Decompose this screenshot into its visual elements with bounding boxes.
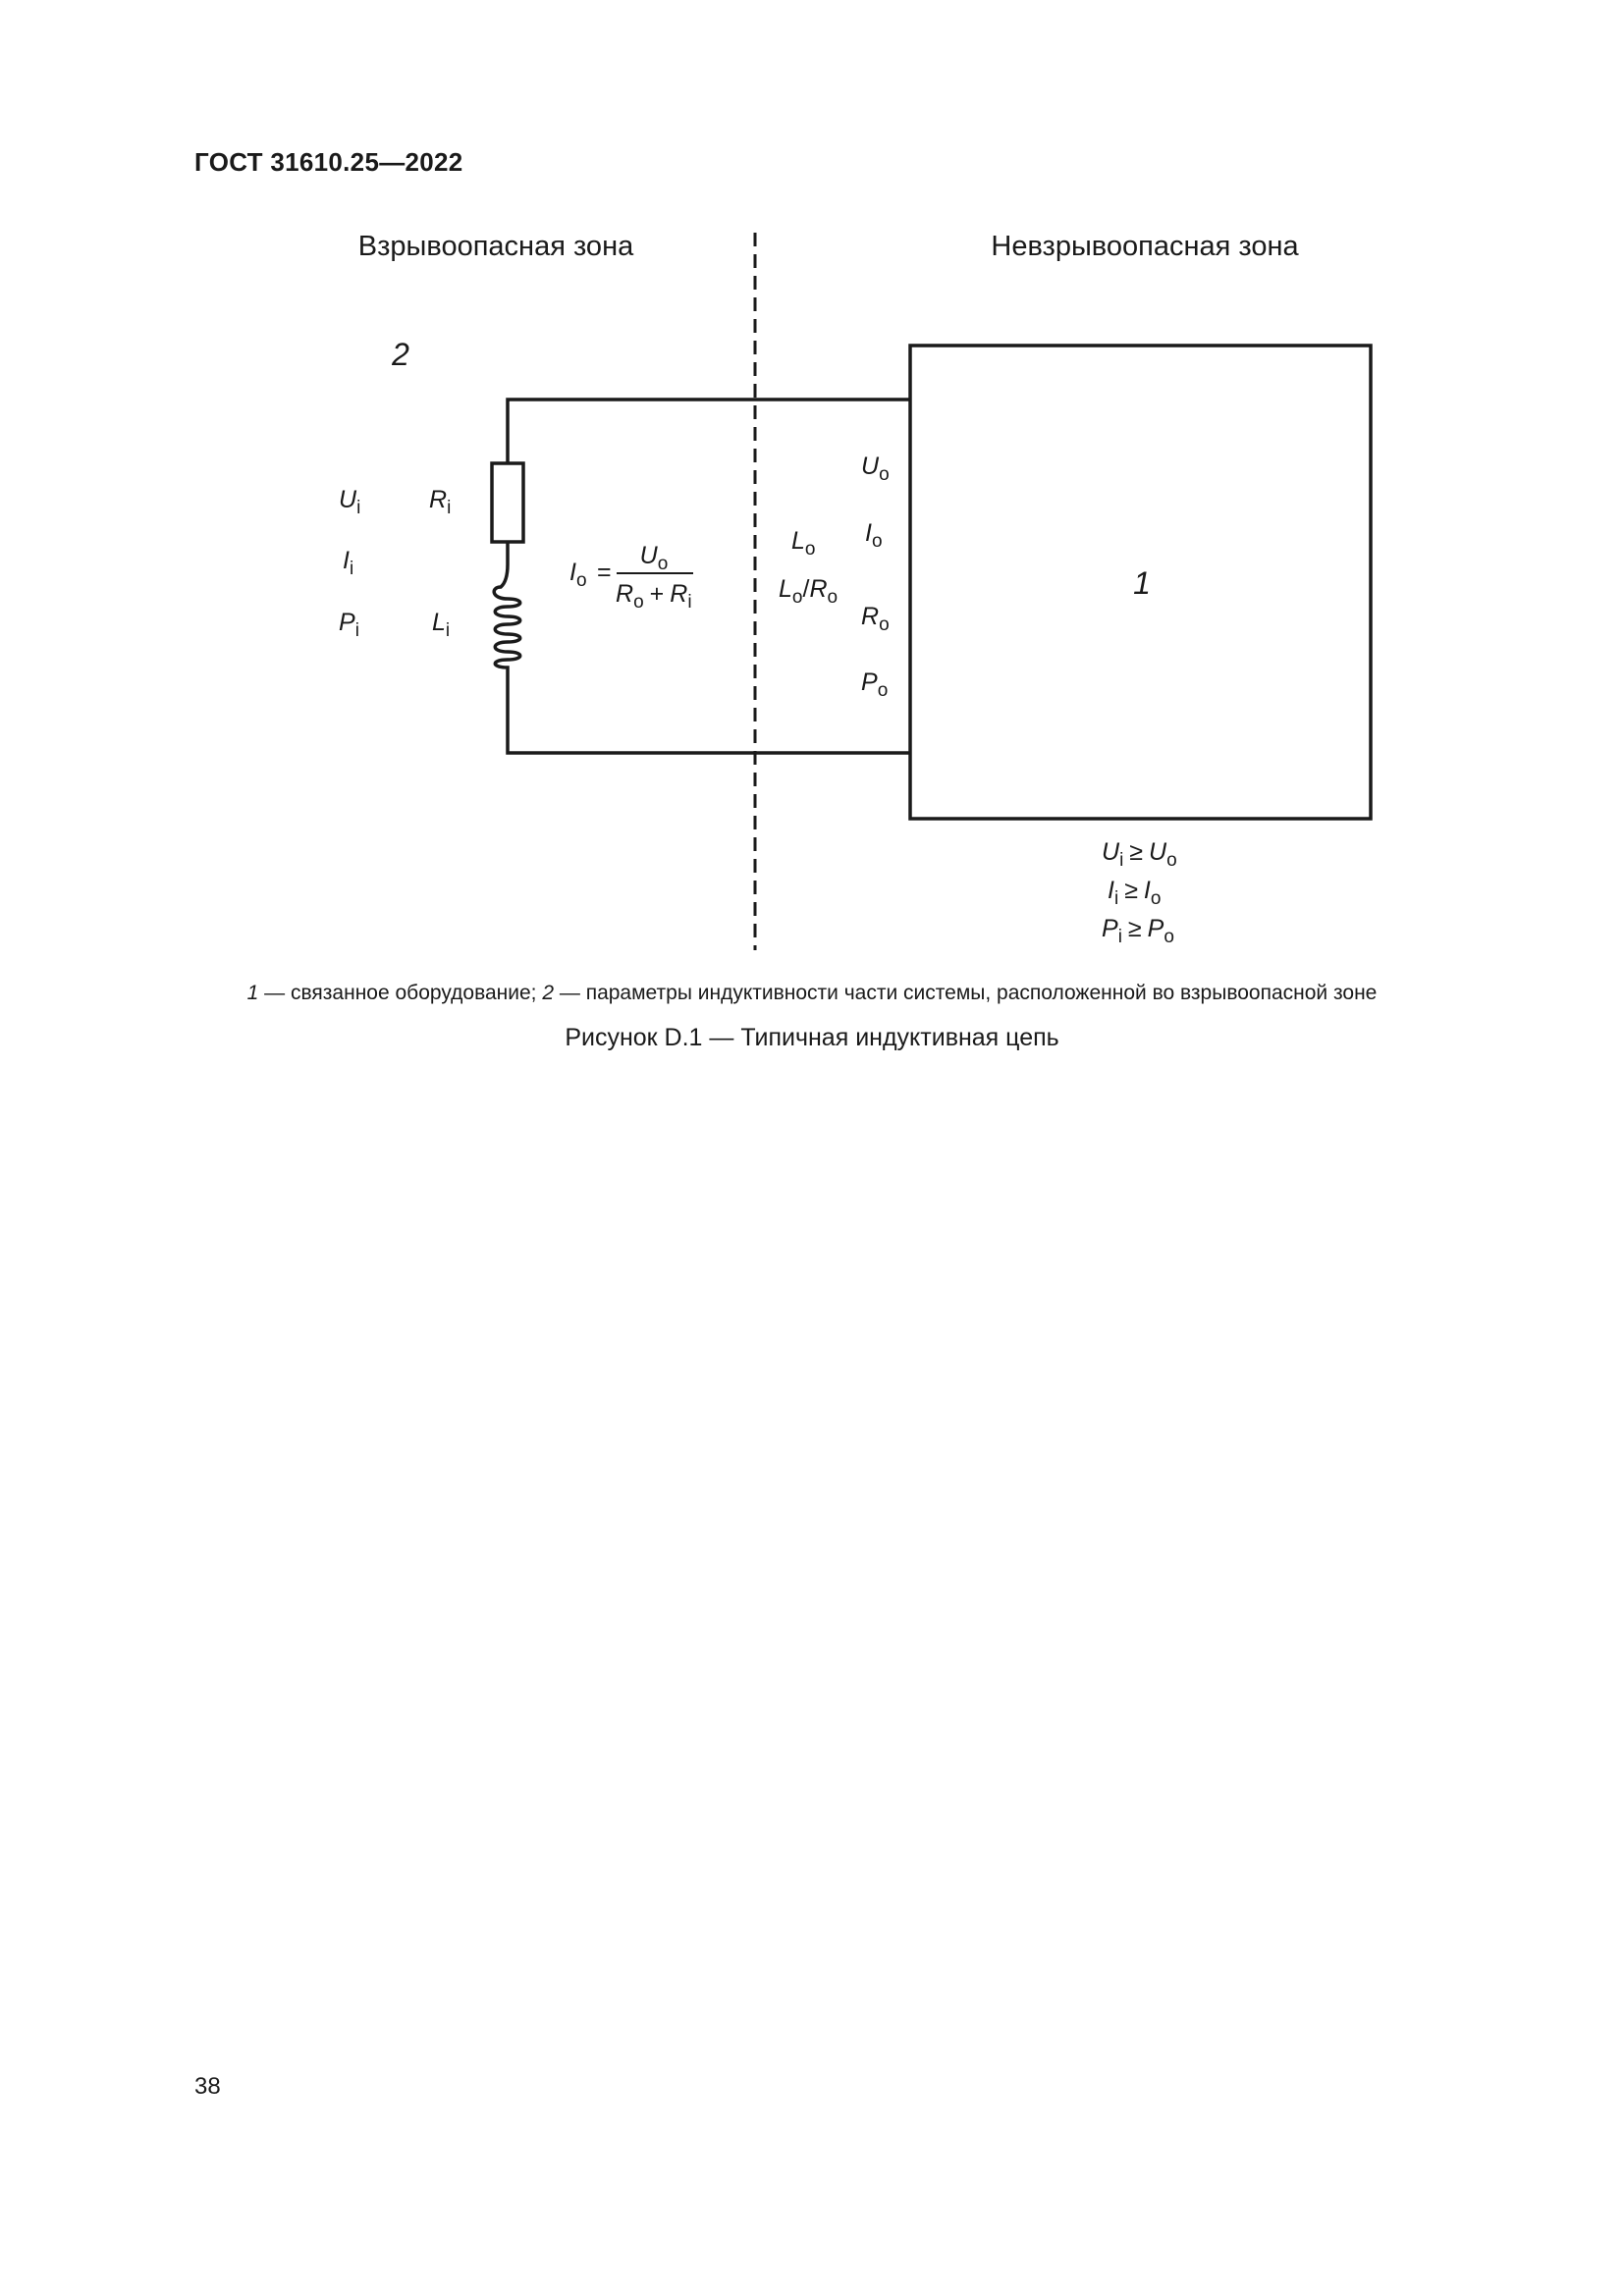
param-ui: $U_i$: [339, 486, 361, 518]
param-lo-ro-ratio: $L_o/R_o$: [779, 575, 839, 608]
param-lo: $L_o$: [791, 527, 816, 560]
param-ii: $I_i$: [343, 547, 354, 579]
legend-num-1: 1: [246, 982, 259, 1004]
circuit-wire-bottom: [508, 672, 910, 753]
param-io: $I_o$: [865, 519, 883, 552]
circuit-wire: [508, 400, 910, 463]
formula-denominator: $R_o + R_i$: [616, 580, 692, 613]
condition-i: $I_i \ge I_o$: [1108, 877, 1162, 909]
condition-u: $U_i \ge U_o$: [1102, 838, 1177, 871]
formula-numerator: $U_o$: [639, 542, 669, 574]
param-uo: $U_o$: [861, 453, 890, 485]
legend-num-2: 2: [542, 982, 555, 1004]
page-number: 38: [194, 2073, 221, 2100]
zone-hazardous-label: Взрывоопасная зона: [357, 231, 634, 262]
figure-legend: [0, 982, 1624, 1005]
legend-text-1: — связанное оборудование;: [258, 982, 543, 1004]
param-ro: $R_o$: [861, 603, 890, 635]
callout-1: 1: [1133, 565, 1151, 601]
zone-safe-label: Невзрывоопасная зона: [991, 231, 1299, 262]
condition-p: $P_i \ge P_o$: [1102, 915, 1174, 947]
legend-text-2: — параметры индуктивности части системы, расположенной во взрывоопасной зоне: [554, 982, 1378, 1004]
figure-caption: Рисунок D.1 — Типичная индуктивная цепь: [565, 1024, 1059, 1051]
callout-2: 2: [392, 337, 409, 372]
formula-lhs: $I_o$: [569, 559, 587, 591]
param-ri: $R_i$: [429, 486, 452, 518]
inductor-coil-symbol: [494, 564, 520, 672]
param-po: $P_o$: [861, 668, 889, 701]
inductive-circuit-diagram: [0, 0, 1624, 982]
formula-equals: =: [597, 559, 612, 586]
document-header: ГОСТ 31610.25—2022: [194, 147, 463, 177]
param-pi: $P_i$: [339, 609, 359, 641]
param-li: $L_i$: [432, 609, 451, 641]
resistor-symbol: [492, 463, 523, 542]
